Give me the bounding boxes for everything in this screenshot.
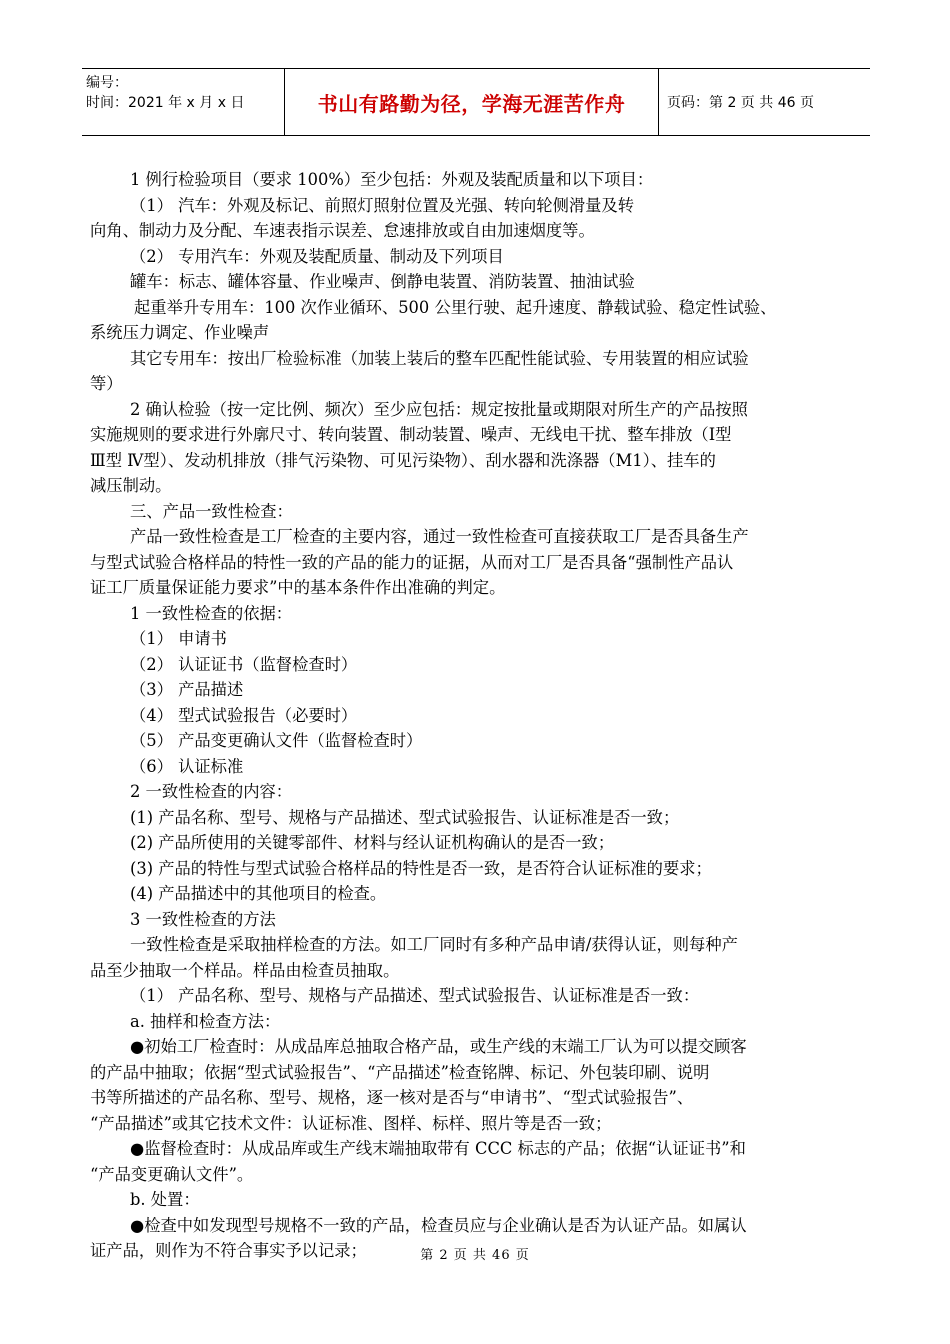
text-line: （2） 认证证书（监督检查时） [130, 654, 358, 674]
page-footer: 第 2 页 共 46 页 [420, 1248, 530, 1263]
text-line: 实施规则的要求进行外廓尺寸、转向装置、制动装置、噪声、无线电干扰、整车排放（Ⅰ型 [90, 425, 732, 444]
page-header [82, 68, 870, 136]
text-line: a. 抽样和检查方法： [130, 1011, 281, 1031]
text-line: 一致性检查是采取抽样检查的方法。如工厂同时有多种产品申请/获得认证，则每种产 [130, 935, 738, 954]
text-line: 罐车：标志、罐体容量、作业噪声、倒静电装置、消防装置、抽油试验 [130, 272, 635, 291]
text-line: 向角、制动力及分配、车速表指示误差、怠速排放或自由加速烟度等。 [90, 221, 595, 240]
text-line: 等） [90, 374, 123, 393]
text-line: (2) 产品所使用的关键零部件、材料与经认证机构确认的是否一致； [130, 833, 615, 852]
text-line: 证工厂质量保证能力要求”中的基本条件作出准确的判定。 [90, 578, 506, 597]
text-line: (1) 产品名称、型号、规格与产品描述、型式试验报告、认证标准是否一致； [130, 807, 680, 827]
text-line: 3 一致性检查的方法 [130, 909, 276, 929]
text-line: 的产品中抽取；依据“型式试验报告”、“产品描述”检查铭牌、标记、外包装印刷、说明 [90, 1062, 710, 1082]
text-line: ●监督检查时：从成品库或生产线末端抽取带有 CCC 标志的产品；依据“认证证书”和 [130, 1139, 746, 1158]
text-line: 与型式试验合格样品的特性一致的产品的能力的证据，从而对工厂是否具备“强制性产品认 [90, 552, 734, 572]
text-line: （1） 汽车：外观及标记、前照灯照射位置及光强、转向轮侧滑量及转 [130, 195, 634, 215]
text-line: （5） 产品变更确认文件（监督检查时） [130, 731, 423, 750]
text-line: 2 确认检验（按一定比例、频次）至少应包括：规定按批量或期限对所生产的产品按照 [130, 399, 748, 419]
text-line: 起重举升专用车：100 次作业循环、500 公里行驶、起升速度、静载试验、稳定性试验、 [134, 297, 777, 317]
text-line: 1 一致性检查的依据： [130, 603, 293, 623]
header-meta [82, 69, 285, 135]
text-line: Ⅲ型 Ⅳ型）、发动机排放（排气污染物、可见污染物）、刮水器和洗涤器（M1）、挂车的 [90, 450, 716, 470]
text-line: ●初始工厂检查时：从成品库总抽取合格产品，或生产线的末端工厂认为可以提交顾客 [130, 1037, 747, 1056]
text-line: 三、产品一致性检查： [130, 501, 293, 521]
text-line: （1） 申请书 [130, 629, 227, 648]
text-line: 品至少抽取一个样品。样品由检查员抽取。 [90, 960, 400, 980]
text-line: （6） 认证标准 [130, 756, 244, 776]
text-line: “产品描述”或其它技术文件：认证标准、图样、标样、照片等是否一致； [90, 1113, 612, 1133]
text-line: 产品一致性检查是工厂检查的主要内容，通过一致性检查可直接获取工厂是否具备生产 [130, 527, 749, 546]
text-line: 书等所描述的产品名称、型号、规格，逐一核对是否与“申请书”、“型式试验报告”、 [90, 1088, 694, 1107]
text-line: 2 一致性检查的内容： [130, 782, 293, 801]
text-line: 减压制动。 [90, 476, 172, 495]
text-line: （4） 型式试验报告（必要时） [130, 705, 358, 725]
text-line: 1 例行检验项目（要求 100%）至少包括：外观及装配质量和以下项目： [130, 170, 654, 189]
text-line: 系统压力调定、作业噪声 [90, 323, 270, 342]
text-line: 证产品，则作为不符合事实予以记录； [90, 1241, 367, 1260]
text-line: b. 处置： [130, 1190, 200, 1209]
text-line: （3） 产品描述 [130, 680, 244, 699]
text-line: (3) 产品的特性与型式试验合格样品的特性是否一致，是否符合认证标准的要求； [130, 858, 712, 878]
serial-number-label: 编号： [86, 75, 128, 91]
document-body [90, 167, 860, 1264]
header-page-code: 页码：第 2 页 共 46 页 [667, 95, 814, 111]
text-line: “产品变更确认文件”。 [90, 1164, 254, 1184]
text-line: 其它专用车：按出厂检验标准（加装上装后的整车匹配性能试验、专用装置的相应试验 [130, 348, 749, 368]
text-line: (4) 产品描述中的其他项目的检查。 [130, 884, 387, 903]
header-motto: 书山有路勤为径，学海无涯苦作舟 [285, 69, 659, 135]
text-line: ●检查中如发现型号规格不一致的产品，检查员应与企业确认是否为认证产品。如属认 [130, 1215, 747, 1235]
text-line: （2） 专用汽车：外观及装配质量、制动及下列项目 [130, 246, 504, 266]
text-line: （1） 产品名称、型号、规格与产品描述、型式试验报告、认证标准是否一致： [130, 986, 700, 1005]
date-label: 时间：2021 年 x 月 x 日 [86, 95, 245, 111]
